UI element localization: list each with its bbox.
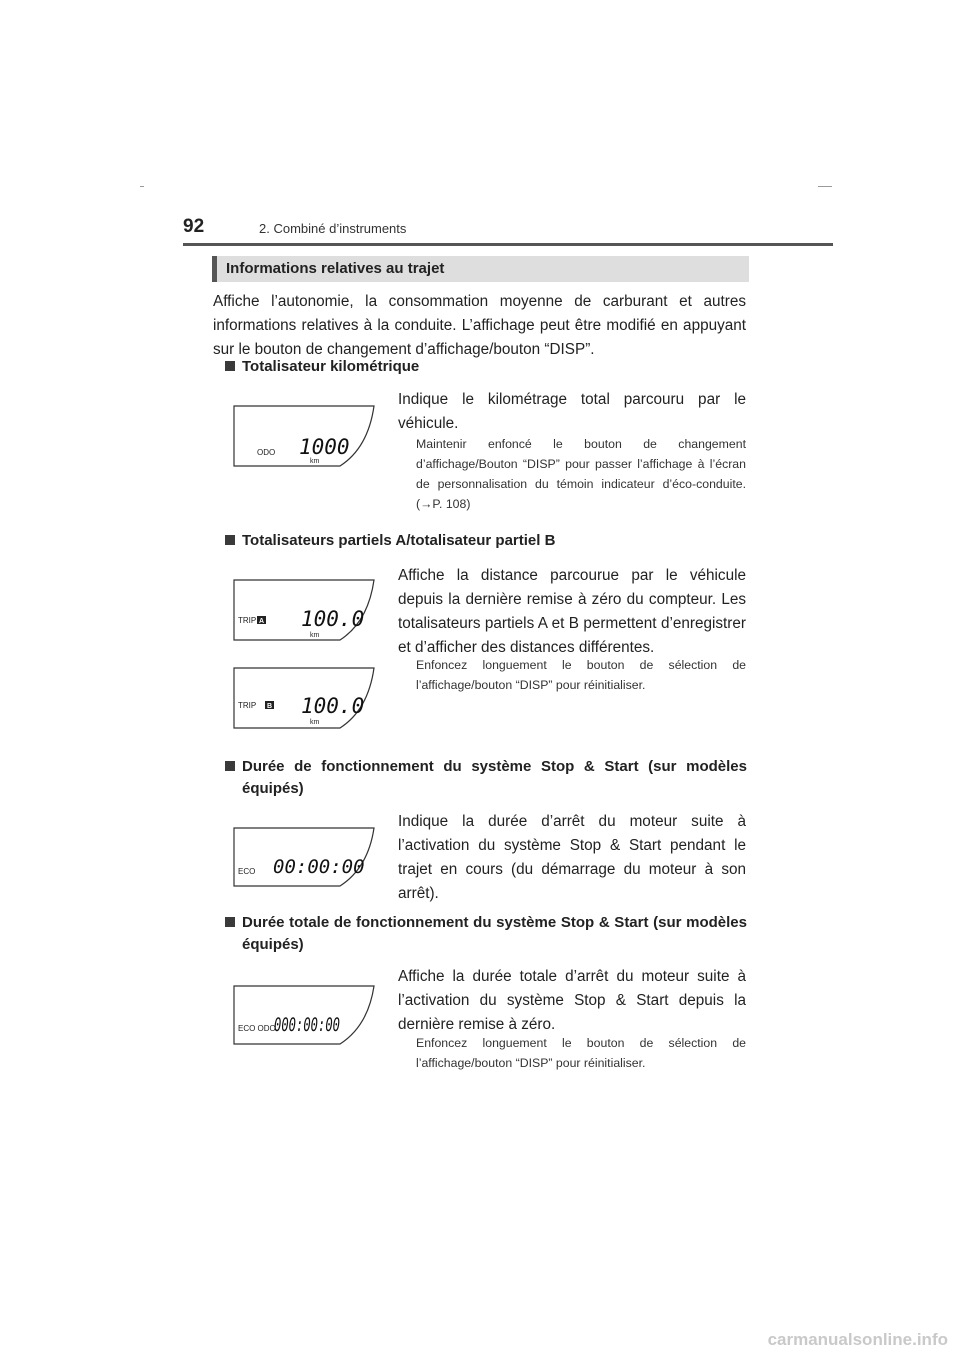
bullet-square-icon xyxy=(225,535,235,545)
item-heading-odometer xyxy=(225,356,747,378)
item-body-odometer: Indique le kilométrage total parcouru par le véhicule. xyxy=(398,391,746,432)
section-intro: Affiche l’autonomie, la consommation moyenne de carburant et autres informations relatives à la conduite. L’affichage peut être modifié en appuyant sur le bouton de changement d’affichage/bouton “DISP”. xyxy=(213,293,746,358)
lcd-value: 100.0 xyxy=(301,694,365,718)
crop-mark-right xyxy=(818,186,832,187)
odometer-display xyxy=(228,404,378,468)
trip-badge-letter: A xyxy=(259,618,265,625)
lcd-value: 1000 xyxy=(299,435,350,459)
lcd-unit: km xyxy=(310,458,320,465)
watermark: carmanualsonline.info xyxy=(767,1330,948,1349)
page-header xyxy=(183,216,833,246)
header-rule xyxy=(183,243,833,246)
item-heading-text: Durée totale de fonctionnement du système Stop & Start (sur modèles équipés) xyxy=(242,914,747,953)
item-heading-eco-total xyxy=(225,912,747,956)
item-body-eco-total: Affiche la durée totale d’arrêt du moteur suite à l’activation du système Stop & Start depuis la dernière remise à zéro. xyxy=(398,968,746,1033)
lcd-value: 00:00:00 xyxy=(273,856,365,878)
crop-mark-left xyxy=(140,186,144,187)
item-body-trip: Affiche la distance parcourue par le véhicule depuis la dernière remise à zéro du compteur. Les totalisateurs partiels A et B permettent d’enregistrer et d’afficher des distances différentes. xyxy=(398,567,746,656)
lcd-label: ECO xyxy=(238,867,256,876)
trip-b-display xyxy=(228,666,378,730)
bullet-square-icon xyxy=(225,361,235,371)
lcd-value: 100.0 xyxy=(301,607,365,631)
item-note-eco-total: Enfoncez longuement le bouton de sélection de l’affichage/bouton “DISP” pour réinitialiser. xyxy=(416,1036,746,1070)
trip-badge-letter: B xyxy=(267,703,273,710)
section-title-bar xyxy=(212,256,749,282)
bullet-square-icon xyxy=(225,917,235,927)
lcd-label: TRIP xyxy=(238,701,257,710)
lcd-unit: km xyxy=(310,632,320,639)
lcd-unit: km xyxy=(310,719,320,726)
item-heading-eco-trip xyxy=(225,756,747,800)
item-body-eco-trip: Indique la durée d’arrêt du moteur suite à l’activation du système Stop & Start pendant le trajet en cours (du démarrage du moteur à son arrêt). xyxy=(398,813,746,902)
item-note-trip: Enfoncez longuement le bouton de sélection de l’affichage/bouton “DISP” pour réinitialiser. xyxy=(416,658,746,692)
trip-a-display xyxy=(228,578,378,642)
item-heading-text: Durée de fonctionnement du système Stop & Start (sur modèles équipés) xyxy=(242,758,747,797)
item-note-odometer: Maintenir enfoncé le bouton de changement d’affichage/Bouton “DISP” pour passer l’affichage à l’écran de personnalisation du témoin indicateur d’éco-conduite. (→P. 108) xyxy=(416,437,746,511)
section-accent xyxy=(212,256,217,282)
item-heading-text: Totalisateur kilométrique xyxy=(242,358,420,375)
eco-trip-display xyxy=(228,826,378,888)
lcd-label: TRIP xyxy=(238,616,257,625)
lcd-label: ODO xyxy=(257,448,276,457)
item-heading-text: Totalisateurs partiels A/totalisateur partiel B xyxy=(242,532,556,549)
bullet-square-icon xyxy=(225,761,235,771)
section-title: Informations relatives au trajet xyxy=(226,260,445,277)
eco-total-display xyxy=(228,984,378,1046)
item-heading-trip xyxy=(225,530,747,552)
lcd-value: 000:00:00 xyxy=(274,1014,340,1036)
chapter-title: 2. Combiné d’instruments xyxy=(259,221,407,236)
lcd-label: ECO ODO xyxy=(238,1024,276,1033)
page-number: 92 xyxy=(183,216,205,237)
footer xyxy=(0,1318,960,1358)
